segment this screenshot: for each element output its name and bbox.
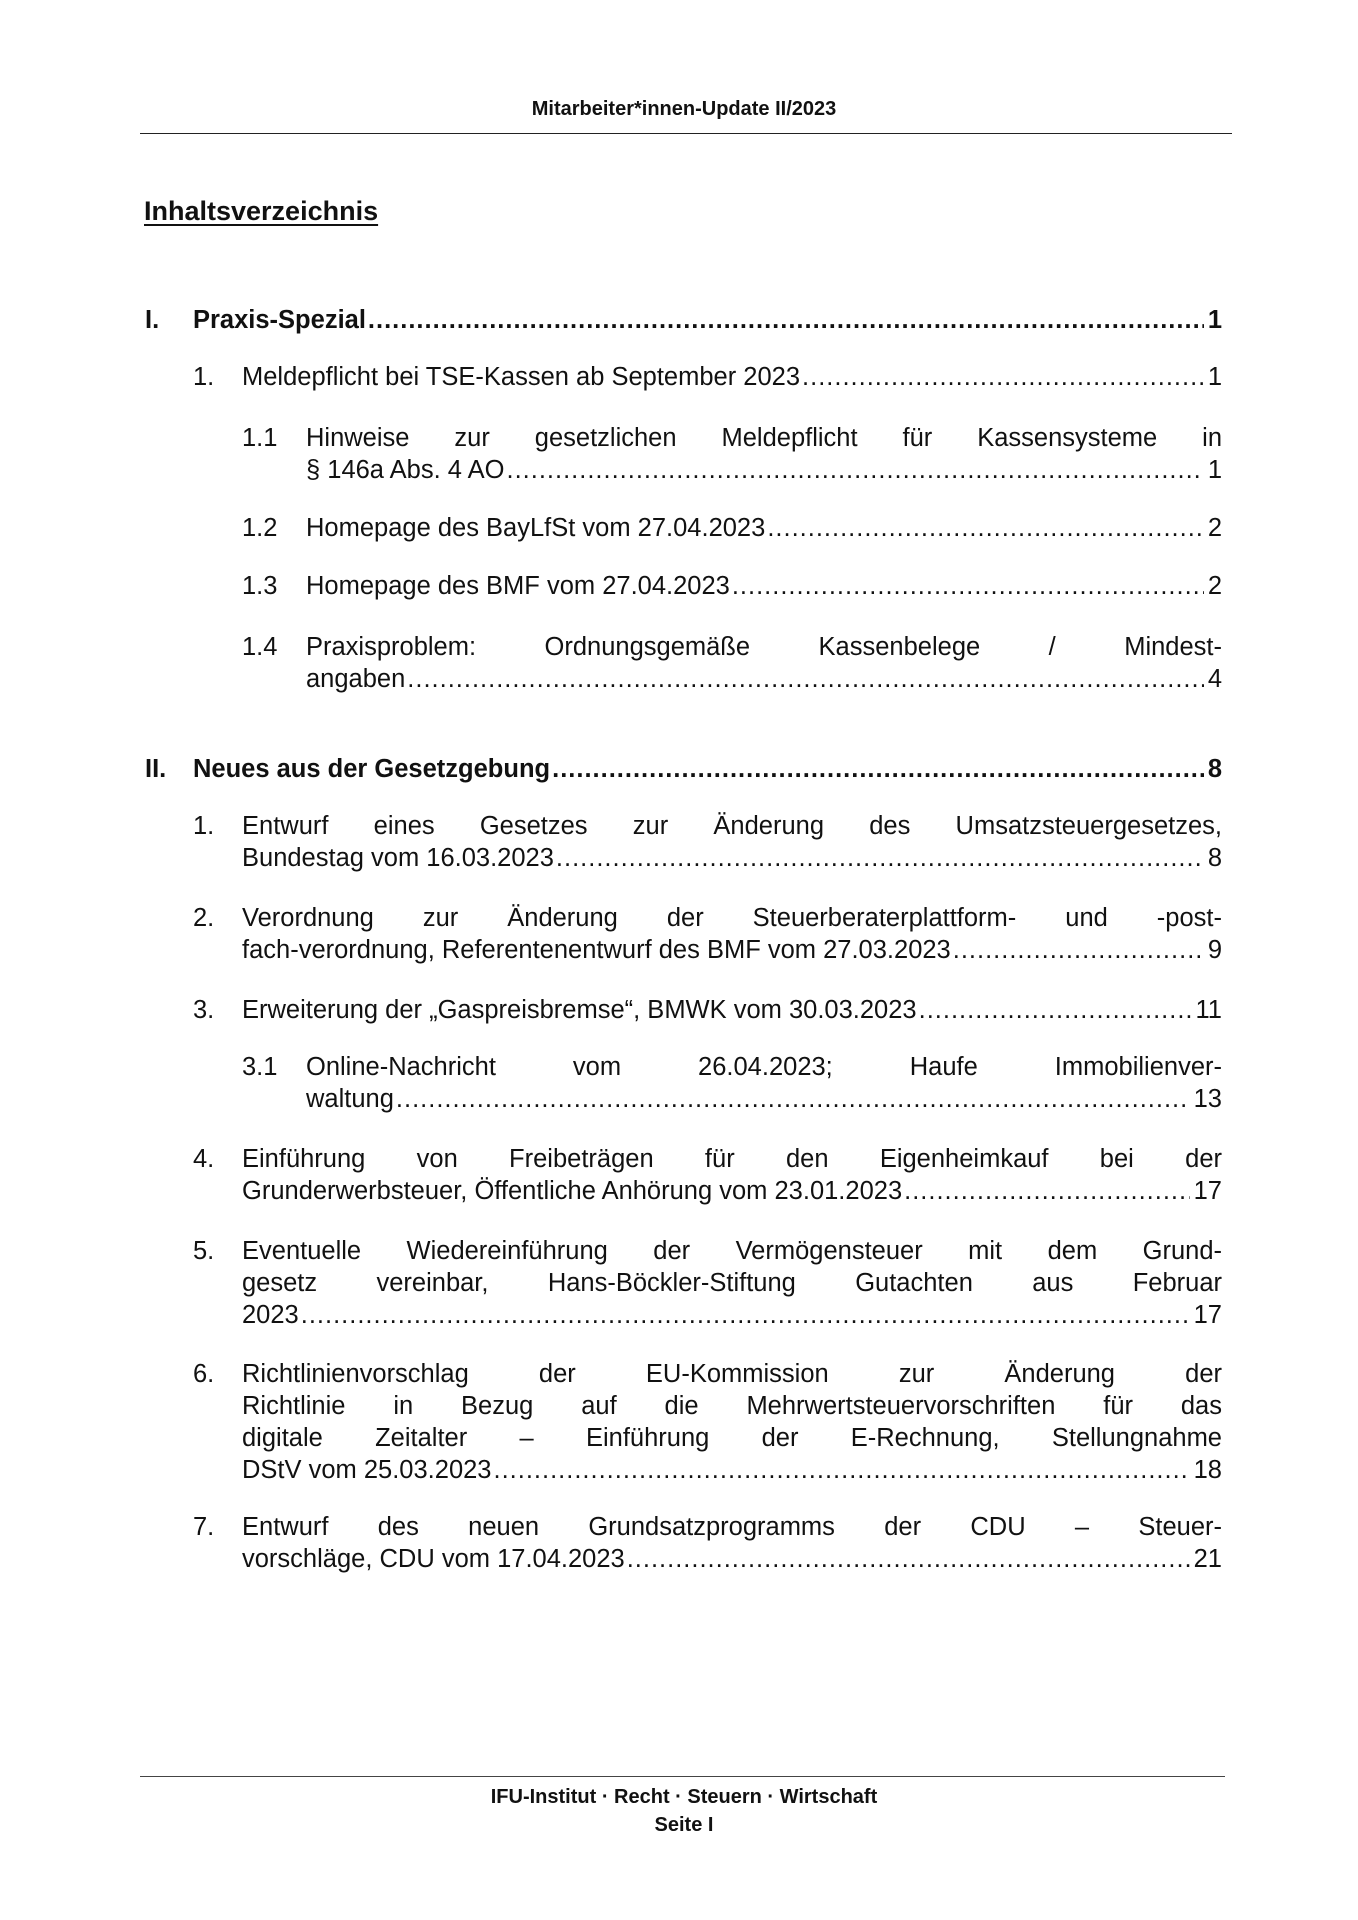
toc-dot-leader (407, 663, 1204, 695)
header-divider (140, 133, 1232, 134)
toc-dot-leader (368, 304, 1204, 336)
toc-page-number: 17 (1193, 1177, 1222, 1205)
toc-entry-text-line: Richtlinienvorschlag der EU-Kommission zur Änderung der (242, 1360, 1222, 1388)
toc-dot-leader (493, 1454, 1189, 1486)
toc-entry[interactable] (242, 631, 1222, 695)
toc-entry-number: 5. (193, 1237, 215, 1265)
toc-entry[interactable] (193, 810, 1222, 874)
toc-entry-text-line: digitale Zeitalter – Einführung der E-Rechnung, Stellungnahme (242, 1424, 1222, 1452)
footer-page-number: Seite I (654, 1814, 714, 1836)
toc-entry[interactable] (242, 512, 1222, 544)
toc-entry-text: Meldepflicht bei TSE-Kassen ab September 2023 (242, 363, 801, 391)
toc-entry[interactable] (193, 1358, 1222, 1486)
toc-dot-leader (953, 934, 1204, 966)
toc-entry-number: 6. (193, 1360, 215, 1388)
toc-entry-number: 1.4 (242, 633, 278, 661)
toc-entry-text-line: Richtlinie in Bezug auf die Mehrwertsteuervorschriften für das (242, 1392, 1222, 1420)
toc-dot-leader (301, 1299, 1190, 1331)
toc-entry-number: 7. (193, 1513, 215, 1541)
toc-entry[interactable] (193, 1143, 1222, 1207)
toc-page-number: 2 (1207, 514, 1222, 542)
toc-entry-number: 2. (193, 904, 215, 932)
toc-entry-number: I. (145, 306, 160, 334)
toc-entry-number: 1. (193, 812, 215, 840)
toc-entry[interactable] (193, 1511, 1222, 1575)
toc-entry-text-line: Eventuelle Wiedereinführung der Vermögensteuer mit dem Grund- (242, 1237, 1222, 1265)
toc-page-number: 2 (1207, 572, 1222, 600)
toc-entry[interactable] (193, 994, 1222, 1026)
toc-entry-text-line: Hinweise zur gesetzlichen Meldepflicht für Kassensysteme in (306, 424, 1222, 452)
toc-dot-leader (732, 570, 1204, 602)
toc-page-number: 1 (1207, 456, 1222, 484)
toc-dot-leader (556, 842, 1204, 874)
footer-divider (140, 1776, 1225, 1777)
toc-entry[interactable] (242, 1051, 1222, 1115)
toc-entry-number: 4. (193, 1145, 215, 1173)
toc-entry-text: vorschläge, CDU vom 17.04.2023 (242, 1545, 625, 1573)
toc-entry-text-line: Entwurf des neuen Grundsatzprogramms der CDU – Steuer- (242, 1513, 1222, 1541)
footer-institute: IFU-Institut · Recht · Steuern · Wirtschaft (490, 1786, 878, 1808)
toc-entry-number: 1.3 (242, 572, 278, 600)
toc-dot-leader (396, 1083, 1190, 1115)
toc-entry[interactable] (145, 753, 1222, 785)
toc-dot-leader (919, 994, 1192, 1026)
toc-entry-text: 2023 (242, 1301, 299, 1329)
toc-entry[interactable] (193, 902, 1222, 966)
toc-page-number: 21 (1193, 1545, 1222, 1573)
toc-dot-leader (904, 1175, 1190, 1207)
toc-entry-text-line: gesetz vereinbar, Hans-Böckler-Stiftung Gutachten aus Februar (242, 1269, 1222, 1297)
toc-dot-leader (627, 1543, 1190, 1575)
toc-dot-leader (506, 454, 1203, 486)
toc-entry-text: Praxis-Spezial (193, 306, 366, 334)
toc-entry[interactable] (242, 422, 1222, 486)
toc-entry[interactable] (145, 304, 1222, 336)
toc-entry-number: 1.2 (242, 514, 278, 542)
toc-page-number: 9 (1207, 936, 1222, 964)
toc-entry-text: waltung (306, 1085, 394, 1113)
toc-page-number: 17 (1193, 1301, 1222, 1329)
toc-dot-leader (552, 753, 1204, 785)
toc-page-number: 8 (1207, 844, 1222, 872)
toc-entry[interactable] (193, 361, 1222, 393)
toc-dot-leader (767, 512, 1204, 544)
toc-dot-leader (802, 361, 1204, 393)
toc-entry-text: Erweiterung der „Gaspreisbremse“, BMWK vom 30.03.2023 (242, 996, 917, 1024)
toc-page-number: 13 (1193, 1085, 1222, 1113)
toc-page-number: 4 (1207, 665, 1222, 693)
toc-page-number: 8 (1207, 755, 1222, 783)
toc-page-number: 18 (1193, 1456, 1222, 1484)
toc-page-number: 1 (1207, 363, 1222, 391)
toc-entry-number: 3.1 (242, 1053, 278, 1081)
toc-entry-text-line: Online-Nachricht vom 26.04.2023; Haufe Immobilienver- (306, 1053, 1222, 1081)
toc-title: Inhaltsverzeichnis (144, 196, 379, 226)
toc-entry-text: Homepage des BayLfSt vom 27.04.2023 (306, 514, 766, 542)
toc-entry-number: II. (145, 755, 167, 783)
toc-entry-text-line: Entwurf eines Gesetzes zur Änderung des Umsatzsteuergesetzes, (242, 812, 1222, 840)
toc-entry-text: DStV vom 25.03.2023 (242, 1456, 492, 1484)
toc-entry-number: 1. (193, 363, 215, 391)
toc-entry-number: 1.1 (242, 424, 278, 452)
toc-entry-text-line: Praxisproblem: Ordnungsgemäße Kassenbelege / Mindest- (306, 633, 1222, 661)
toc-entry-text: fach-verordnung, Referentenentwurf des BMF vom 27.03.2023 (242, 936, 951, 964)
toc-entry-text: Neues aus der Gesetzgebung (193, 755, 551, 783)
toc-entry-text: Homepage des BMF vom 27.04.2023 (306, 572, 730, 600)
toc-page-number: 1 (1207, 306, 1222, 334)
toc-entry-text-line: Einführung von Freibeträgen für den Eigenheimkauf bei der (242, 1145, 1222, 1173)
toc-entry-text: Grunderwerbsteuer, Öffentliche Anhörung vom 23.01.2023 (242, 1177, 903, 1205)
toc-page-number: 11 (1195, 996, 1222, 1024)
toc-entry-text-line: Verordnung zur Änderung der Steuerberaterplattform- und -post- (242, 904, 1222, 932)
toc-entry-text: Bundestag vom 16.03.2023 (242, 844, 554, 872)
toc-entry-text: § 146a Abs. 4 AO (306, 456, 505, 484)
toc-entry-text: angaben (306, 665, 406, 693)
toc-entry[interactable] (242, 570, 1222, 602)
running-header: Mitarbeiter*innen-Update II/2023 (531, 98, 837, 120)
toc-entry[interactable] (193, 1235, 1222, 1331)
toc-entry-number: 3. (193, 996, 215, 1024)
